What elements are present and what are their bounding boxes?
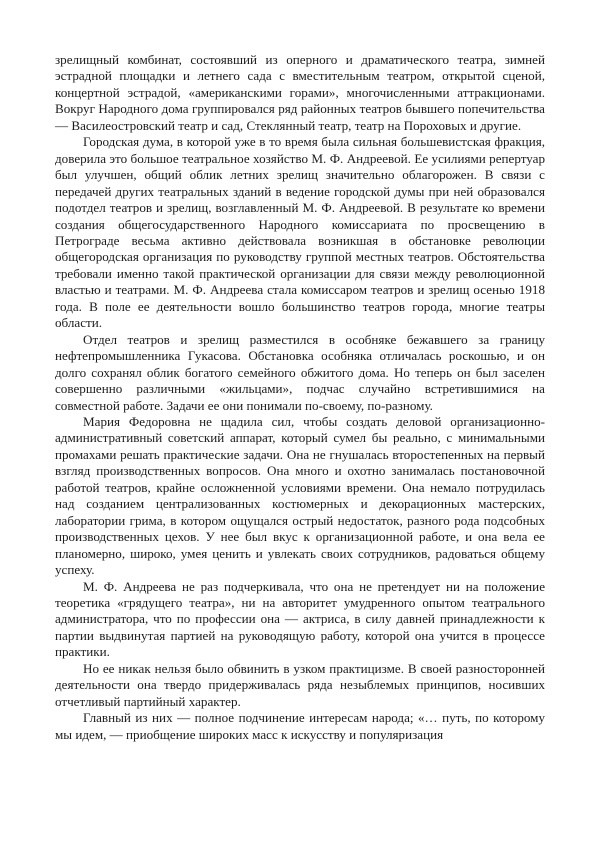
paragraph-mariya-fedorovna: Мария Федоровна не щадила сил, чтобы создать деловой организационно-административный советский аппарат, который сумел бы реально, с минимальными промахами решать практические задачи. Она не гнушалась второстепенных на первый взгляд производственных вопросов. Она много и охотно занималась постановочной работой театров, крайне осложненной условиями времени. Она немало потрудилась над созданием централизованных костюмерных и декорационных мастерских, лаборатории грима, в котором ощущался острый недостаток, разного рода подсобных производственных цехов. У нее был вкус к организационной работе, и она вела ее планомерно, широко, умея ценить и увлекать своих сотрудников, радоваться общему успеху. [55,413,545,578]
paragraph-gorodskaya-duma: Городская дума, в которой уже в то время была сильная большевистская фракция, доверила это большое театральное хозяйство М. Ф. Андреевой. Ее усилиями репертуар был улучшен, общий облик летних зрелищ значительно облагорожен. В связи с передачей других театральных зданий в ведение городской думы при ней образовался подотдел театров и зрелищ, возглавленный М. Ф. Андреевой. В результате ко времени создания общегосударственного Народного комиссариата по просвещению в Петрограде весьма активно действовала возникшая в обстановке революции общегородская организация по руководству группой местных театров. Обстоятельства требовали именно такой практической организации для связи между революционной властью и театрами. М. Ф. Андреева стала комиссаром театров и зрелищ осенью 1918 года. В поле ее деятельности вошло большинство театров города, многие театры области. [55,134,545,331]
paragraph-continuation: зрелищный комбинат, состоявший из оперного и драматического театра, зимней эстрадной площадки и летнего сада с вместительным театром, открытой сценой, концертной эстрадой, «американскими горами», многочисленными аттракционами. Вокруг Народного дома группировался ряд районных театров бывшего попечительства — Василеостровский театр и сад, Стеклянный театр, театр на Пороховых и другие. [55,52,545,133]
body-text-column [55,52,545,743]
paragraph-glavnyy-iz-nikh: Главный из них — полное подчинение интересам народа; «… путь, по которому мы идем, — приобщение широких масс к искусству и популяризация [55,710,545,742]
paragraph-andreeva-podcherkivala: М. Ф. Андреева не раз подчеркивала, что она не претендует ни на положение теоретика «грядущего театра», ни на авторитет умудренного опытом театрального администратора, что по профессии она — актриса, в силу давней принадлежности к партии выдвинутая партией на руководящую работу, которой она учится в процессе практики. [55,578,545,660]
paragraph-otdel-teatrov: Отдел театров и зрелищ разместился в особняке бежавшего за границу нефтепромышленника Гукасова. Обстановка особняка отличалась роскошью, и он долго сохранял облик богатого семейного обжитого дома. Но теперь он был заселен совершенно различными «жильцами», подчас случайно встретившимися на совместной работе. Задачи ее они понимали по-своему, по-разному. [55,331,545,413]
paragraph-no-ee-nikak: Но ее никак нельзя было обвинить в узком практицизме. В своей разносторонней деятельности она твердо придерживалась ряда незыблемых принципов, носивших отчетливый партийный характер. [55,660,545,709]
